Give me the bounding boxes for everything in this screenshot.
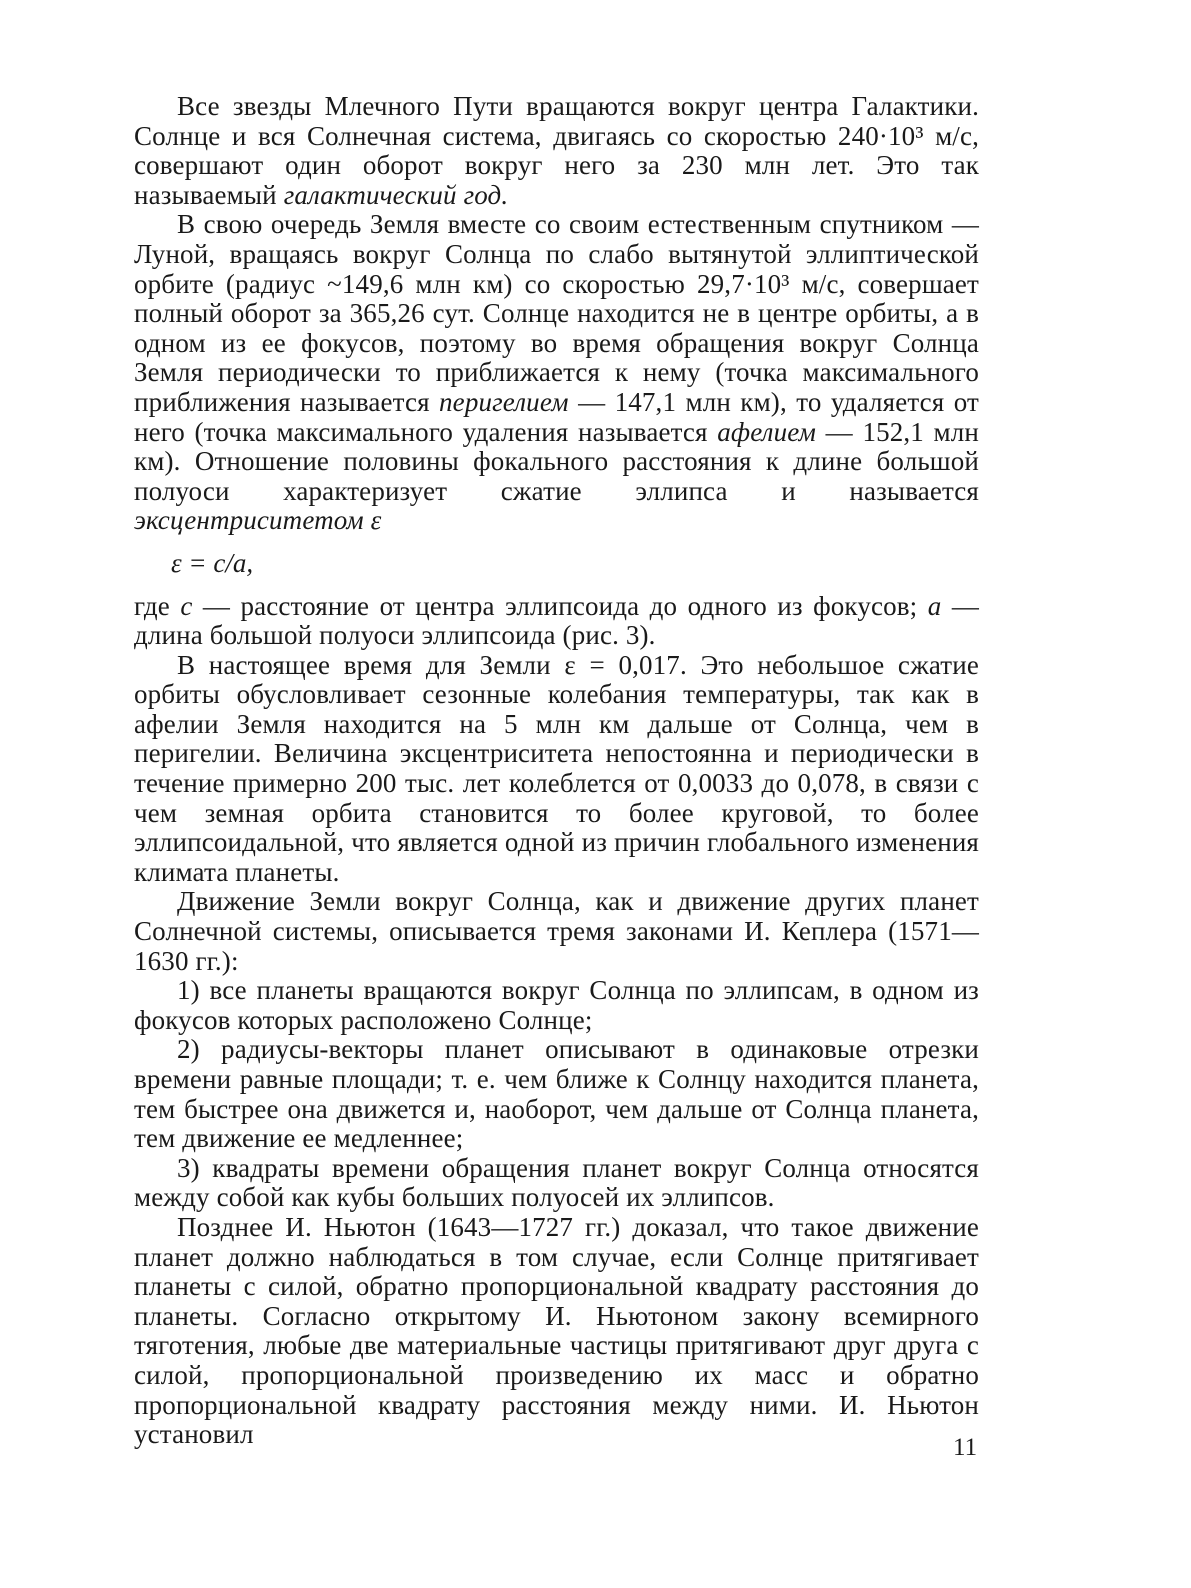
formula-eccentricity: ε = c/a, xyxy=(171,547,254,578)
paragraph-text: В свою очередь Земля вместе со своим естественным спутником — Луной, вращаясь вокруг Солнца по слабо вытянутой эллиптической орбите (радиус ~149,6 млн км) со скоростью 29,7·10³ м/с, совершает полный оборот за 365,26 сут. Солнце находится не в центре орбиты, а в одном из ее фокусов, поэтому во время обращения вокруг Солнца Земля периодически то приближается к нему (точка максимального приближения называется xyxy=(134,209,979,417)
page-number: 11 xyxy=(953,1434,978,1461)
paragraph-formula-legend xyxy=(134,592,979,651)
term-aphelion: афелием xyxy=(717,416,817,447)
paragraph-kepler-intro: Движение Земли вокруг Солнца, как и движение других планет Солнечной системы, описывается тремя законами И. Кеплера (1571—1630 гг.): xyxy=(134,886,979,976)
main-text xyxy=(134,92,979,1450)
paragraph-earth-orbit xyxy=(134,210,979,536)
term-eccentricity: эксцентриситетом ε xyxy=(134,505,382,536)
term-perihelion: перигелием xyxy=(439,386,569,417)
paragraph-text: где xyxy=(134,590,181,621)
variable-c: c xyxy=(180,590,193,621)
variable-a: a xyxy=(927,590,942,621)
kepler-law-2: 2) радиусы-векторы планет описывают в одинаковые отрезки времени равные площади; т. е. чем ближе к Солнцу находится планета, тем быстрее она движется и, наоборот, чем дальше от Солнца планета, тем движение ее медленнее; xyxy=(134,1034,979,1154)
kepler-law-1: 1) все планеты вращаются вокруг Солнца по эллипсам, в одном из фокусов которых расположено Солнце; xyxy=(134,975,979,1035)
paragraph-current-eccentricity: В настоящее время для Земли ε = 0,017. Это небольшое сжатие орбиты обусловливает сезонные колебания температуры, так как в афелии Земля находится на 5 млн км дальше от Солнца, чем в перигелии. Величина эксцентриситета непостоянна и периодически в течение примерно 200 тыс. лет колеблется от 0,0033 до 0,078, в связи с чем земная орбита становится то более круговой, то более эллипсоидальной, что является одной из причин глобального изменения климата планеты. xyxy=(134,649,979,887)
term-galactic-year: галактический год. xyxy=(283,179,509,210)
paragraph-text: Все звезды Млечного Пути вращаются вокруг центра Галактики. Солнце и вся Солнечная система, двигаясь со скоростью 240·10³ м/с, совершают один оборот вокруг него за 230 млн лет. Это так называемый xyxy=(134,91,979,210)
paragraph-text: — расстояние от центра эллипсоида до одного из фокусов; xyxy=(192,590,928,621)
paragraph-galactic-year xyxy=(134,92,979,210)
paragraph-newton: Позднее И. Ньютон (1643—1727 гг.) доказал, что такое движение планет должно наблюдаться в том случае, если Солнце притягивает планеты с силой, обратно пропорциональной квадрату расстояния до планеты. Согласно открытому И. Ньютоном закону всемирного тяготения, любые две материальные частицы притягивают друг друга с силой, пропорциональной произведению их масс и обратно пропорциональной квадрату расстояния между ними. И. Ньютон установил xyxy=(134,1211,979,1450)
paragraph-text: — длина большой полуоси эллипсоида (рис. 3). xyxy=(134,590,979,651)
kepler-law-3: 3) квадраты времени обращения планет вокруг Солнца относятся между собой как кубы больших полуосей их эллипсов. xyxy=(134,1152,979,1213)
paragraph-text: — 147,1 млн км), то удаляется от него (точка максимального удаления называется xyxy=(134,386,979,447)
paragraph-text: — 152,1 млн км). Отношение половины фокального расстояния к длине большой полуоси характеризует сжатие эллипса и называется xyxy=(134,416,980,506)
